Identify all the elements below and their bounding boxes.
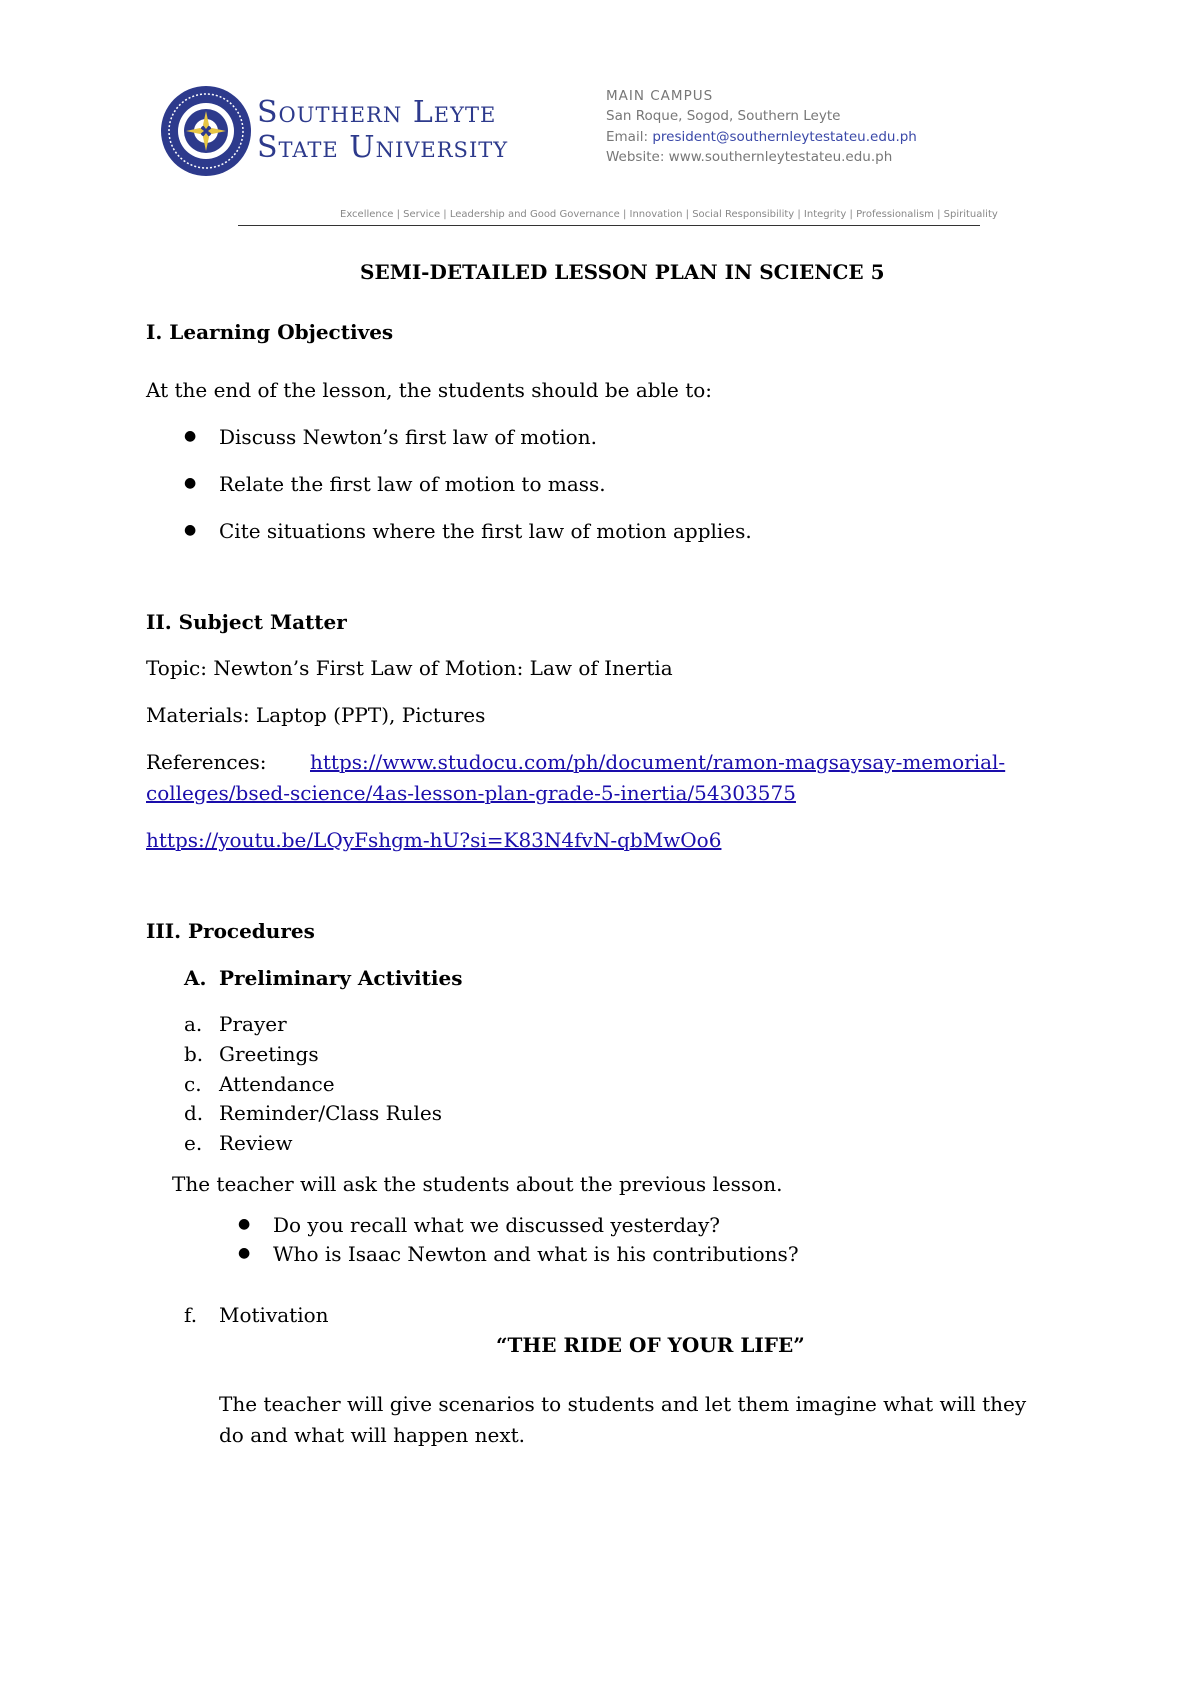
university-name-line2: State University xyxy=(257,130,509,165)
list-item-prayer: Prayer xyxy=(219,1012,287,1036)
bullet-icon: ● xyxy=(184,475,197,491)
list-marker: f. xyxy=(184,1303,198,1327)
list-item-review: Review xyxy=(219,1131,293,1155)
topic-line: Topic: Newton’s First Law of Motion: Law of Inertia xyxy=(146,656,673,680)
motivation-text-line2: do and what will happen next. xyxy=(219,1423,526,1447)
email-link[interactable]: president@southernleytestateu.edu.ph xyxy=(652,129,917,145)
bullet-icon: ● xyxy=(184,428,197,444)
motivation-text-line1: The teacher will give scenarios to students and let them imagine what will they xyxy=(219,1392,1027,1416)
objective-item: Relate the first law of motion to mass. xyxy=(219,472,606,496)
letterhead-divider xyxy=(238,225,980,226)
website-label: Website: xyxy=(606,149,665,165)
university-name-line1: Southern Leyte xyxy=(257,95,497,130)
motivation-label: Motivation xyxy=(219,1303,329,1327)
reference-link-1[interactable]: https://www.studocu.com/ph/document/ramon-magsaysay-memorial- xyxy=(310,750,1006,774)
materials-line: Materials: Laptop (PPT), Pictures xyxy=(146,703,486,727)
review-question: Who is Isaac Newton and what is his contributions? xyxy=(273,1242,799,1266)
list-marker: a. xyxy=(184,1012,203,1036)
campus-label: MAIN CAMPUS xyxy=(606,88,714,104)
email-label: Email: xyxy=(606,129,649,145)
bullet-icon: ● xyxy=(184,522,197,538)
subsection-marker: A. xyxy=(184,966,207,990)
review-question: Do you recall what we discussed yesterday? xyxy=(273,1213,720,1237)
procedures-heading: III. Procedures xyxy=(146,919,315,943)
bullet-icon: ● xyxy=(238,1216,251,1232)
university-seal-logo xyxy=(160,85,252,177)
objectives-intro: At the end of the lesson, the students should be able to: xyxy=(146,378,713,402)
list-item-attendance: Attendance xyxy=(219,1072,335,1096)
website-link[interactable]: www.southernleytestateu.edu.ph xyxy=(668,149,893,165)
objective-item: Discuss Newton’s first law of motion. xyxy=(219,425,597,449)
reference-link-2[interactable]: https://youtu.be/LQyFshgm-hU?si=K83N4fvN-qbMwOo6 xyxy=(146,828,722,852)
reference-link-1-cont[interactable]: colleges/bsed-science/4as-lesson-plan-grade-5-inertia/54303575 xyxy=(146,781,796,805)
core-values: Excellence | Service | Leadership and Good Governance | Innovation | Social Responsibility | Integrity | Professionalism | Spirituality xyxy=(340,209,998,220)
list-item-class-rules: Reminder/Class Rules xyxy=(219,1101,443,1125)
references-label: References: xyxy=(146,750,267,774)
motivation-title: “THE RIDE OF YOUR LIFE” xyxy=(496,1333,805,1357)
document-title: SEMI-DETAILED LESSON PLAN IN SCIENCE 5 xyxy=(360,260,885,284)
email-line xyxy=(606,131,917,145)
list-marker: e. xyxy=(184,1131,203,1155)
preliminary-activities-heading: Preliminary Activities xyxy=(219,966,463,990)
objectives-heading: I. Learning Objectives xyxy=(146,320,394,344)
list-marker: c. xyxy=(184,1072,202,1096)
list-item-greetings: Greetings xyxy=(219,1042,319,1066)
review-intro: The teacher will ask the students about the previous lesson. xyxy=(172,1172,783,1196)
campus-address: San Roque, Sogod, Southern Leyte xyxy=(606,108,841,124)
bullet-icon: ● xyxy=(238,1245,251,1261)
objective-item: Cite situations where the first law of motion applies. xyxy=(219,519,752,543)
list-marker: d. xyxy=(184,1101,204,1125)
website-line xyxy=(606,151,892,165)
list-marker: b. xyxy=(184,1042,204,1066)
subject-heading: II. Subject Matter xyxy=(146,610,347,634)
